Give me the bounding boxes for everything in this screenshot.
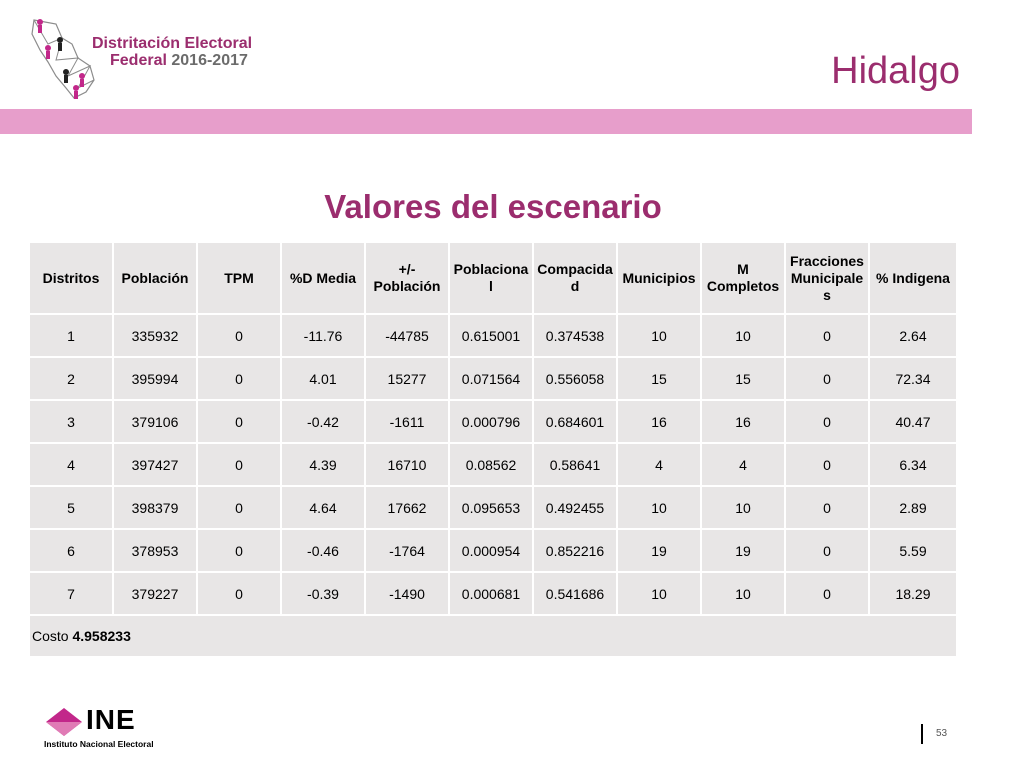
table-cell: 40.47 — [869, 400, 957, 443]
table-cell: 0 — [785, 529, 869, 572]
scenario-table — [28, 241, 958, 658]
table-cell: 2 — [29, 357, 113, 400]
table-cell: 15277 — [365, 357, 449, 400]
table-row — [29, 529, 957, 572]
table-cell: 2.89 — [869, 486, 957, 529]
cost-row — [29, 615, 957, 657]
table-cell: 398379 — [113, 486, 197, 529]
table-cell: 0.492455 — [533, 486, 617, 529]
table-cell: 72.34 — [869, 357, 957, 400]
logo-federal: Federal — [110, 52, 167, 69]
col-header: TPM — [197, 242, 281, 314]
table-row — [29, 486, 957, 529]
table-cell: 0.556058 — [533, 357, 617, 400]
table-cell: 0 — [197, 529, 281, 572]
table-cell: 0 — [197, 400, 281, 443]
table-cell: 10 — [617, 486, 701, 529]
ine-subtitle: Instituto Nacional Electoral — [44, 739, 154, 749]
table-row — [29, 314, 957, 357]
table-cell: -0.46 — [281, 529, 365, 572]
col-header: Fracciones Municipale s — [785, 242, 869, 314]
table-cell: -44785 — [365, 314, 449, 357]
table-cell: 10 — [701, 486, 785, 529]
ine-diamond-icon — [42, 706, 86, 738]
col-header: Poblaciona l — [449, 242, 533, 314]
table-cell: 4 — [29, 443, 113, 486]
table-cell: 0 — [197, 572, 281, 615]
table-cell: 0 — [197, 443, 281, 486]
table-header-row — [29, 242, 957, 314]
table-cell: 0.000796 — [449, 400, 533, 443]
page-divider — [921, 724, 923, 744]
table-cell: 10 — [701, 572, 785, 615]
map-figures-icon — [28, 14, 98, 104]
table-cell: 15 — [701, 357, 785, 400]
table-cell: 10 — [617, 572, 701, 615]
table-cell: 4 — [701, 443, 785, 486]
table-cell: 2.64 — [869, 314, 957, 357]
table-cell: 0.000954 — [449, 529, 533, 572]
col-header: +/- Población — [365, 242, 449, 314]
table-cell: 379227 — [113, 572, 197, 615]
table-cell: 379106 — [113, 400, 197, 443]
table-cell: 5.59 — [869, 529, 957, 572]
table-cell: 0 — [785, 486, 869, 529]
col-header: Municipios — [617, 242, 701, 314]
ine-wordmark: INE — [86, 704, 136, 735]
state-title: Hidalgo — [831, 50, 960, 92]
table-cell: -1764 — [365, 529, 449, 572]
table-cell: 15 — [617, 357, 701, 400]
table-cell: 0.541686 — [533, 572, 617, 615]
table-cell: 19 — [617, 529, 701, 572]
table-cell: 0.852216 — [533, 529, 617, 572]
table-row — [29, 400, 957, 443]
page-number: 53 — [936, 728, 948, 739]
table-cell: 397427 — [113, 443, 197, 486]
table-cell: 3 — [29, 400, 113, 443]
table-cell: -1490 — [365, 572, 449, 615]
table-cell: 5 — [29, 486, 113, 529]
table-cell: 6.34 — [869, 443, 957, 486]
table-cell: 16 — [617, 400, 701, 443]
table-cell: 4 — [617, 443, 701, 486]
col-header: % Indigena — [869, 242, 957, 314]
table-cell: 1 — [29, 314, 113, 357]
table-cell: 0.095653 — [449, 486, 533, 529]
col-header: Distritos — [29, 242, 113, 314]
cost-value: 4.958233 — [72, 628, 131, 644]
header-band — [0, 109, 972, 134]
table-cell: 16 — [701, 400, 785, 443]
col-header: Población — [113, 242, 197, 314]
table-cell: 0.000681 — [449, 572, 533, 615]
table-cell: 19 — [701, 529, 785, 572]
slide-title: Valores del escenario — [324, 188, 662, 225]
table-cell: 0 — [197, 314, 281, 357]
col-header: M Completos — [701, 242, 785, 314]
table-cell: 378953 — [113, 529, 197, 572]
distritacion-logo — [28, 14, 278, 104]
table-cell: 0.58641 — [533, 443, 617, 486]
table-cell: 10 — [701, 314, 785, 357]
table-row — [29, 572, 957, 615]
table-cell: 0.071564 — [449, 357, 533, 400]
table-cell: 0 — [197, 486, 281, 529]
table-row — [29, 443, 957, 486]
col-header: Compacida d — [533, 242, 617, 314]
table-cell: 7 — [29, 572, 113, 615]
table-cell: 0.684601 — [533, 400, 617, 443]
table-cell: 0 — [785, 400, 869, 443]
table-cell: 16710 — [365, 443, 449, 486]
ine-logo — [42, 706, 182, 750]
logo-year: 2016-2017 — [171, 52, 248, 69]
table-cell: -11.76 — [281, 314, 365, 357]
table-cell: -1611 — [365, 400, 449, 443]
cost-label: Costo — [32, 628, 69, 644]
table-cell: 0 — [785, 357, 869, 400]
table-cell: 18.29 — [869, 572, 957, 615]
table-cell: 0.374538 — [533, 314, 617, 357]
table-row — [29, 357, 957, 400]
table-cell: 0 — [785, 443, 869, 486]
table-cell: -0.39 — [281, 572, 365, 615]
table-cell: 10 — [617, 314, 701, 357]
col-header: %D Media — [281, 242, 365, 314]
logo-title-line1: Distritación Electoral — [92, 35, 253, 52]
table-cell: 0 — [785, 572, 869, 615]
table-cell: 0 — [785, 314, 869, 357]
table-cell: 0.08562 — [449, 443, 533, 486]
table-cell: 4.39 — [281, 443, 365, 486]
table-cell: 335932 — [113, 314, 197, 357]
table-cell: 17662 — [365, 486, 449, 529]
table-cell: 6 — [29, 529, 113, 572]
table-cell: -0.42 — [281, 400, 365, 443]
cost-cell — [29, 615, 957, 657]
logo-title-line2 — [110, 52, 248, 70]
table-cell: 395994 — [113, 357, 197, 400]
table-cell: 4.64 — [281, 486, 365, 529]
table-cell: 0 — [197, 357, 281, 400]
table-cell: 0.615001 — [449, 314, 533, 357]
table-cell: 4.01 — [281, 357, 365, 400]
